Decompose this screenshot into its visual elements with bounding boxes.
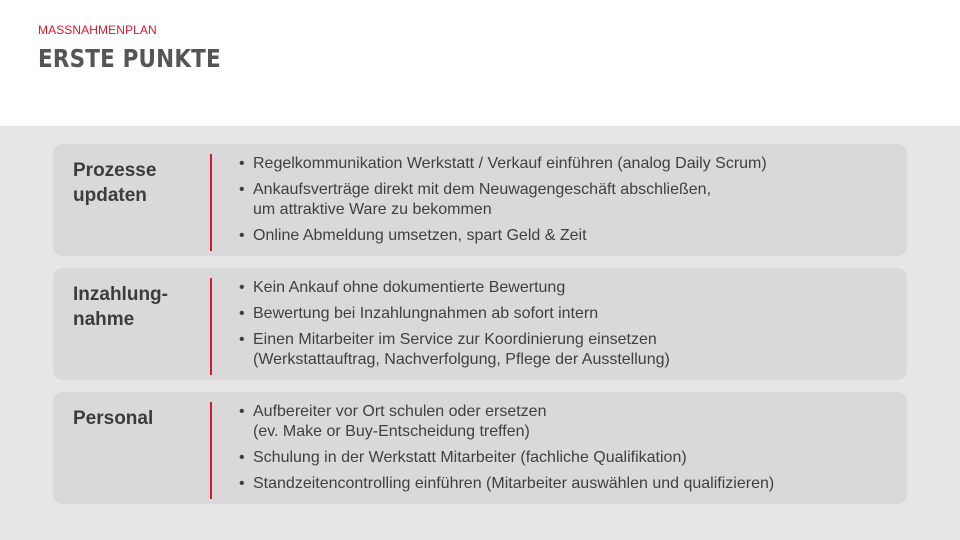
panel-title-line: updaten: [73, 185, 147, 206]
panel-title: [73, 282, 198, 332]
bullet-item: [239, 154, 899, 174]
panel-personal: [53, 392, 907, 504]
bullet-text: Aufbereiter vor Ort schulen oder ersetzen: [253, 403, 547, 420]
bullet-text: Bewertung bei Inzahlungnahmen ab sofort intern: [253, 305, 599, 322]
bullet-icon: •: [239, 181, 245, 198]
bullet-icon: •: [239, 227, 245, 244]
bullet-text: um attraktive Ware zu bekommen: [253, 201, 492, 218]
bullet-list: [239, 154, 899, 252]
bullet-item: [239, 226, 899, 246]
bullet-icon: •: [239, 279, 245, 296]
bullet-icon: •: [239, 331, 245, 348]
bullet-icon: •: [239, 403, 245, 420]
panel-title: [73, 158, 198, 208]
accent-divider: [210, 278, 212, 375]
bullet-icon: •: [239, 449, 245, 466]
bullet-text: (Werkstattauftrag, Nachverfolgung, Pflege der Ausstellung): [253, 351, 670, 368]
bullet-list: [239, 278, 899, 376]
bullet-item: [239, 180, 899, 220]
panel-inzahlungnahme: [53, 268, 907, 380]
slide-content: [0, 126, 960, 540]
bullet-item: [239, 330, 899, 370]
page-title: ERSTE PUNKTE: [38, 44, 221, 73]
bullet-text: Regelkommunikation Werkstatt / Verkauf einführen (analog Daily Scrum): [253, 155, 767, 172]
bullet-item: [239, 278, 899, 298]
bullet-text: Standzeitencontrolling einführen (Mitarbeiter auswählen und qualifizieren): [253, 475, 775, 492]
panel-title-line: Inzahlung-: [73, 284, 168, 305]
bullet-item: [239, 402, 899, 442]
panel-prozesse-updaten: [53, 144, 907, 256]
bullet-text: Einen Mitarbeiter im Service zur Koordinierung einsetzen: [253, 331, 657, 348]
bullet-item: [239, 474, 899, 494]
panel-title-line: Personal: [73, 408, 154, 429]
bullet-text: Online Abmeldung umsetzen, spart Geld & Zeit: [253, 227, 587, 244]
bullet-list: [239, 402, 899, 500]
bullet-text: Ankaufsverträge direkt mit dem Neuwagengeschäft abschließen,: [253, 181, 712, 198]
bullet-icon: •: [239, 155, 245, 172]
bullet-item: [239, 304, 899, 324]
panel-title: [73, 406, 198, 431]
bullet-text: (ev. Make or Buy-Entscheidung treffen): [253, 423, 530, 440]
accent-divider: [210, 154, 212, 251]
bullet-icon: •: [239, 475, 245, 492]
bullet-text: Schulung in der Werkstatt Mitarbeiter (fachliche Qualifikation): [253, 449, 687, 466]
panel-title-line: nahme: [73, 309, 135, 330]
bullet-text: Kein Ankauf ohne dokumentierte Bewertung: [253, 279, 566, 296]
slide-header: [0, 0, 960, 126]
panel-title-line: Prozesse: [73, 160, 157, 181]
bullet-icon: •: [239, 305, 245, 322]
section-kicker: MASSNAHMENPLAN: [38, 23, 157, 37]
accent-divider: [210, 402, 212, 499]
bullet-item: [239, 448, 899, 468]
